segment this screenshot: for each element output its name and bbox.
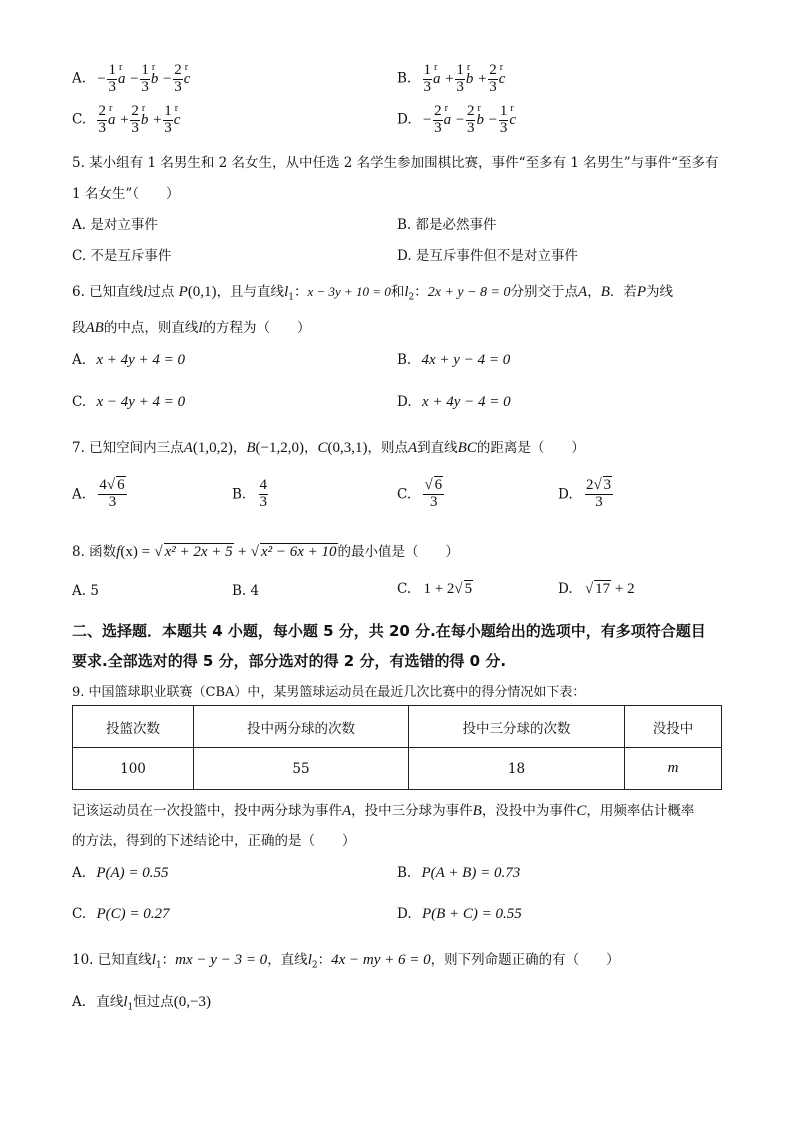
q9-description-line2: 的方法，得到的下述结论中，正确的是（ ） xyxy=(72,833,356,849)
q8-option-a[interactable]: A. 5 xyxy=(72,583,99,599)
shooting-stats-table xyxy=(72,705,722,790)
q5-option-c[interactable]: C. 不是互斥事件 xyxy=(72,248,172,264)
vector-expression: $\frac{1}{3}$ r a + $\frac{1}{3}$ r b + $\frac{2}{3}$ r c xyxy=(422,71,506,87)
q6-option-d[interactable]: D. x + 4y − 4 = 0 xyxy=(397,394,511,410)
q5-stem-line2: 1 名女生”（ ） xyxy=(72,186,180,202)
q8-option-b[interactable]: B. 4 xyxy=(232,583,260,599)
q6-stem-line2: 段AB的中点，则直线l的方程为（ ） xyxy=(72,320,311,336)
table-header-cell: 投篮次数 xyxy=(73,706,194,748)
q10-stem: 10. 已知直线$l_1$：mx − y − 3 = 0，直线$l_2$：4x − my + 6 = 0，则下列命题正确的有（ ） xyxy=(72,952,620,971)
q9-option-d[interactable]: D. P(B + C) = 0.55 xyxy=(397,906,522,922)
q4-option-b[interactable] xyxy=(397,63,505,96)
section-2-heading-line1: 二、选择题．本题共 4 小题，每小题 5 分，共 20 分.在每小题给出的选项中，有多项符合题目 xyxy=(72,622,706,640)
q6-stem-line1: 6. 已知直线l过点 P(0,1)，且与直线$l_1$：x − 3y + 10 = 0和$l_2$：2x + y − 8 = 0分别交于点A，B．若P为线 xyxy=(72,284,674,303)
q4-option-a[interactable] xyxy=(72,63,190,96)
option-label: B. xyxy=(397,70,412,87)
vector-expression: − $\frac{2}{3}$ r a − $\frac{2}{3}$ r b − $\frac{1}{3}$ r c xyxy=(422,112,516,128)
q9-option-a[interactable]: A. P(A) = 0.55 xyxy=(72,865,169,881)
q7-option-d[interactable]: D. $\frac{2√ 3}{3}$ xyxy=(558,477,612,510)
table-cell: 55 xyxy=(194,748,409,790)
table-header-cell: 投中两分球的次数 xyxy=(194,706,409,748)
vector-expression: $\frac{2}{3}$ r a + $\frac{2}{3}$ r b + $\frac{1}{3}$ r c xyxy=(96,112,180,128)
q5-option-a[interactable]: A. 是对立事件 xyxy=(72,217,158,233)
q5-option-b[interactable]: B. 都是必然事件 xyxy=(397,217,497,233)
q8-option-c[interactable]: C. 1 + 2√ 5 xyxy=(397,581,473,597)
q7-option-a[interactable]: A. $\frac{4√ 6}{3}$ xyxy=(72,477,125,510)
q9-description-line1: 记该运动员在一次投篮中，投中两分球为事件A，投中三分球为事件B，没投中为事件C，用频率估计概率 xyxy=(72,803,695,819)
q10-option-a[interactable]: A. 直线$l_1$恒过点(0,−3) xyxy=(72,994,211,1013)
q7-option-c[interactable]: C. $\frac{√ 6}{3}$ xyxy=(397,477,443,510)
q7-option-b[interactable]: B. $\frac{4}{3}$ xyxy=(232,477,268,510)
q6-option-a[interactable]: A. x + 4y + 4 = 0 xyxy=(72,352,186,368)
q9-stem: 9. 中国篮球职业联赛（CBA）中，某男篮球运动员在最近几次比赛中的得分情况如下表： xyxy=(72,685,586,700)
table-header-row xyxy=(73,706,722,748)
q8-option-d[interactable]: D. √ 17 + 2 xyxy=(558,581,635,597)
option-label: C. xyxy=(72,111,87,128)
q6-option-c[interactable]: C. x − 4y + 4 = 0 xyxy=(72,394,186,410)
vector-expression: − $\frac{1}{3}$ r a − $\frac{1}{3}$ r b − $\frac{2}{3}$ r c xyxy=(96,71,190,87)
q4-option-d[interactable] xyxy=(397,104,516,137)
q5-stem-line1: 5. 某小组有 1 名男生和 2 名女生，从中任选 2 名学生参加围棋比赛，事件“至多有 1 名男生”与事件“至多有 xyxy=(72,155,719,171)
table-header-cell: 没投中 xyxy=(625,706,722,748)
q4-option-c[interactable] xyxy=(72,104,180,137)
q9-option-c[interactable]: C. P(C) = 0.27 xyxy=(72,906,170,922)
option-label: D. xyxy=(397,111,412,128)
q7-stem: 7. 已知空间内三点A(1,0,2)，B(−1,2,0)，C(0,3,1)，则点A到直线BC的距离是（ ） xyxy=(72,440,585,456)
table-row xyxy=(73,748,722,790)
q6-option-b[interactable]: B. 4x + y − 4 = 0 xyxy=(397,352,511,368)
section-2-heading-line2: 要求.全部选对的得 5 分，部分选对的得 2 分，有选错的得 0 分. xyxy=(72,652,507,670)
option-label: A. xyxy=(72,70,87,87)
q9-option-b[interactable]: B. P(A + B) = 0.73 xyxy=(397,865,521,881)
table-cell: 18 xyxy=(409,748,625,790)
table-header-cell: 投中三分球的次数 xyxy=(409,706,625,748)
table-cell: m xyxy=(625,748,722,790)
table-cell: 100 xyxy=(73,748,194,790)
q5-option-d[interactable]: D. 是互斥事件但不是对立事件 xyxy=(397,248,578,264)
q8-stem: 8. 函数f(x) = √ x² + 2x + 5 + √ x² − 6x + 10的最小值是（ ） xyxy=(72,544,459,560)
